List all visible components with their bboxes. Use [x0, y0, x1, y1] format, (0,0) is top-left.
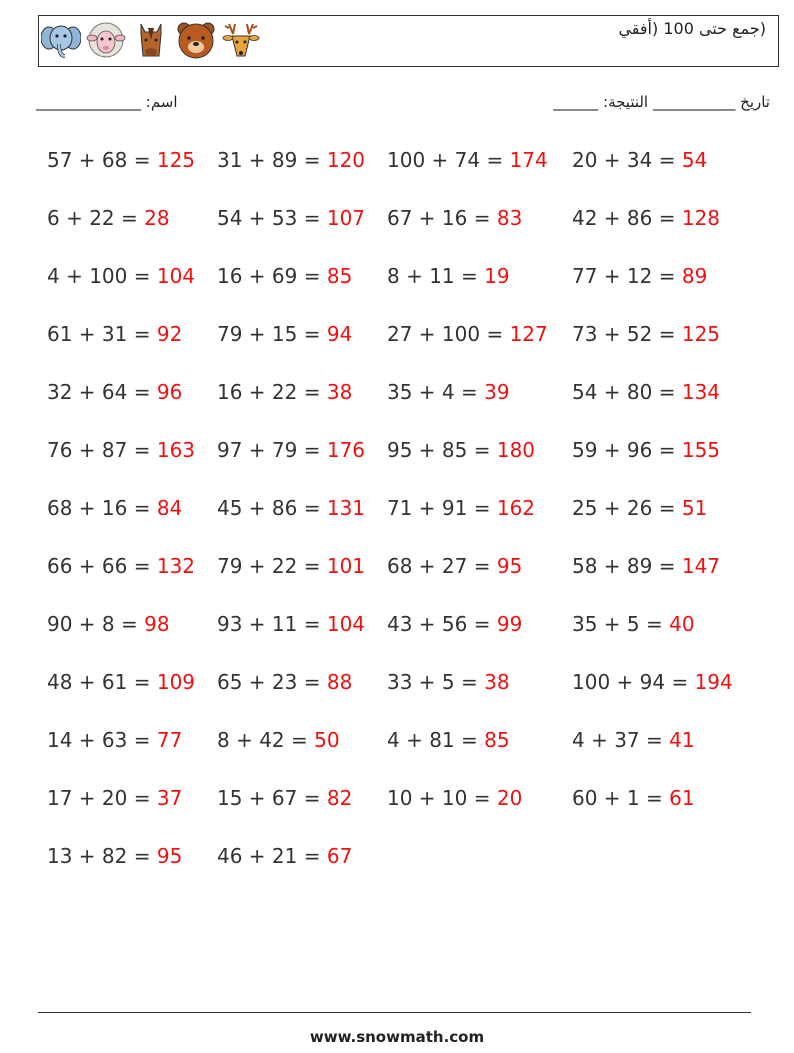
problem-answer: 40	[669, 612, 695, 636]
problem-item	[217, 844, 352, 868]
problem-item	[217, 380, 352, 404]
problem-item	[387, 496, 535, 520]
problem-question: 43 + 56 =	[387, 612, 497, 636]
problem-question: 17 + 20 =	[47, 786, 157, 810]
problem-item	[572, 380, 720, 404]
problem-item	[217, 554, 365, 578]
problem-question: 4 + 100 =	[47, 264, 157, 288]
problem-answer: 54	[681, 148, 708, 172]
problem-answer: 84	[156, 496, 183, 520]
problem-answer: 96	[156, 380, 183, 404]
problem-item	[572, 728, 695, 752]
problem-item	[47, 612, 170, 636]
problem-question: 67 + 16 =	[387, 206, 497, 230]
problem-answer: 134	[681, 380, 721, 404]
problem-answer: 194	[694, 670, 733, 694]
problem-item	[217, 322, 352, 346]
problem-item	[47, 786, 182, 810]
problem-answer: 162	[496, 496, 536, 520]
problem-question: 20 + 34 =	[572, 148, 682, 172]
problem-answer: 127	[509, 322, 548, 346]
problem-question: 97 + 79 =	[217, 438, 327, 462]
problem-item	[47, 670, 195, 694]
problem-question: 65 + 23 =	[217, 670, 327, 694]
problem-question: 90 + 8 =	[47, 612, 145, 636]
problem-item	[217, 148, 365, 172]
problem-answer: 104	[326, 612, 366, 636]
problem-item	[47, 148, 195, 172]
problem-item	[572, 554, 720, 578]
problem-question: 66 + 66 =	[47, 554, 157, 578]
problem-question: 68 + 16 =	[47, 496, 157, 520]
name-field: ______________ :اسم	[36, 93, 178, 111]
problem-item	[572, 206, 720, 230]
problem-answer: 131	[326, 496, 366, 520]
problem-question: 48 + 61 =	[47, 670, 157, 694]
problem-answer: 132	[156, 554, 196, 578]
problem-answer: 125	[156, 148, 196, 172]
header-box	[38, 15, 779, 67]
problem-answer: 94	[326, 322, 353, 346]
problem-answer: 88	[326, 670, 353, 694]
problem-answer: 147	[681, 554, 721, 578]
problem-item	[47, 264, 195, 288]
problem-answer: 39	[484, 380, 510, 404]
problem-question: 35 + 5 =	[572, 612, 670, 636]
problem-question: 27 + 100 =	[387, 322, 510, 346]
problem-item	[572, 670, 733, 694]
horse-icon	[131, 20, 171, 60]
problem-item	[217, 786, 352, 810]
problem-item	[387, 322, 548, 346]
problem-item	[572, 148, 707, 172]
problem-answer: 174	[509, 148, 548, 172]
problem-answer: 19	[484, 264, 510, 288]
problem-item	[387, 728, 510, 752]
problem-question: 68 + 27 =	[387, 554, 497, 578]
problem-item	[572, 786, 695, 810]
problem-item	[387, 554, 522, 578]
problem-item	[47, 496, 182, 520]
problem-answer: 37	[156, 786, 183, 810]
sheep-icon	[86, 20, 126, 60]
problem-question: 4 + 81 =	[387, 728, 485, 752]
problem-item	[47, 322, 182, 346]
problem-item	[572, 612, 695, 636]
problem-answer: 109	[156, 670, 196, 694]
problem-question: 8 + 42 =	[217, 728, 315, 752]
bear-icon	[176, 20, 216, 60]
problem-item	[387, 670, 510, 694]
problem-question: 100 + 94 =	[572, 670, 695, 694]
problem-question: 32 + 64 =	[47, 380, 157, 404]
problem-answer: 101	[326, 554, 366, 578]
problem-item	[217, 670, 352, 694]
elephant-icon	[41, 20, 81, 60]
problem-question: 35 + 4 =	[387, 380, 485, 404]
problem-item	[217, 612, 365, 636]
problem-item	[217, 206, 365, 230]
problem-answer: 77	[156, 728, 183, 752]
date-score-field: ______ :تاريخ ___________ النتيجة	[553, 93, 770, 111]
problem-question: 16 + 22 =	[217, 380, 327, 404]
problem-question: 42 + 86 =	[572, 206, 682, 230]
problem-answer: 28	[144, 206, 170, 230]
problem-question: 54 + 53 =	[217, 206, 327, 230]
problem-question: 79 + 15 =	[217, 322, 327, 346]
problem-item	[572, 438, 720, 462]
problem-answer: 38	[326, 380, 353, 404]
problem-answer: 180	[496, 438, 536, 462]
problem-item	[47, 206, 170, 230]
problem-answer: 95	[496, 554, 523, 578]
problem-answer: 92	[156, 322, 183, 346]
problem-answer: 85	[484, 728, 510, 752]
problem-answer: 125	[681, 322, 721, 346]
problem-item	[572, 496, 707, 520]
problem-question: 8 + 11 =	[387, 264, 485, 288]
problem-item	[47, 728, 182, 752]
problem-answer: 38	[484, 670, 510, 694]
problem-question: 46 + 21 =	[217, 844, 327, 868]
problem-answer: 163	[156, 438, 196, 462]
problem-answer: 95	[156, 844, 183, 868]
problem-item	[217, 438, 365, 462]
problem-item	[217, 728, 340, 752]
worksheet-title: (جمع حتى 100 (أفقي	[618, 19, 766, 38]
problem-question: 71 + 91 =	[387, 496, 497, 520]
problem-question: 57 + 68 =	[47, 148, 157, 172]
problem-answer: 41	[669, 728, 695, 752]
problem-question: 6 + 22 =	[47, 206, 145, 230]
problem-answer: 50	[314, 728, 340, 752]
problem-item	[47, 844, 182, 868]
problem-answer: 51	[681, 496, 708, 520]
problem-answer: 104	[156, 264, 196, 288]
problem-question: 13 + 82 =	[47, 844, 157, 868]
problem-question: 58 + 89 =	[572, 554, 682, 578]
problem-item	[387, 264, 510, 288]
problem-answer: 20	[496, 786, 523, 810]
problem-item	[572, 322, 720, 346]
problem-answer: 67	[326, 844, 353, 868]
problem-question: 4 + 37 =	[572, 728, 670, 752]
deer-icon	[221, 20, 261, 60]
animal-icons	[41, 20, 261, 60]
problem-item	[387, 612, 522, 636]
problem-answer: 61	[669, 786, 695, 810]
problem-answer: 128	[681, 206, 721, 230]
problem-question: 15 + 67 =	[217, 786, 327, 810]
footer-url: www.snowmath.com	[309, 1028, 485, 1046]
problem-question: 10 + 10 =	[387, 786, 497, 810]
problem-answer: 98	[144, 612, 170, 636]
problem-item	[387, 786, 522, 810]
problem-question: 60 + 1 =	[572, 786, 670, 810]
problem-question: 59 + 96 =	[572, 438, 682, 462]
problem-question: 14 + 63 =	[47, 728, 157, 752]
problem-question: 73 + 52 =	[572, 322, 682, 346]
problem-answer: 155	[681, 438, 721, 462]
problem-question: 77 + 12 =	[572, 264, 682, 288]
problem-item	[387, 148, 548, 172]
problem-item	[217, 264, 352, 288]
problem-item	[387, 206, 522, 230]
problem-question: 79 + 22 =	[217, 554, 327, 578]
problem-answer: 85	[326, 264, 353, 288]
problem-question: 33 + 5 =	[387, 670, 485, 694]
problem-answer: 99	[496, 612, 523, 636]
problem-item	[572, 264, 707, 288]
problem-question: 76 + 87 =	[47, 438, 157, 462]
problem-item	[387, 438, 535, 462]
problem-question: 31 + 89 =	[217, 148, 327, 172]
problem-item	[217, 496, 365, 520]
problem-item	[47, 380, 182, 404]
problem-question: 95 + 85 =	[387, 438, 497, 462]
problem-question: 25 + 26 =	[572, 496, 682, 520]
problem-question: 93 + 11 =	[217, 612, 327, 636]
problem-answer: 82	[326, 786, 353, 810]
problem-answer: 107	[326, 206, 366, 230]
problem-answer: 176	[326, 438, 366, 462]
problem-answer: 83	[496, 206, 523, 230]
problem-question: 16 + 69 =	[217, 264, 327, 288]
problem-item	[387, 380, 510, 404]
problem-question: 61 + 31 =	[47, 322, 157, 346]
problem-question: 100 + 74 =	[387, 148, 510, 172]
problem-answer: 89	[681, 264, 708, 288]
problem-question: 45 + 86 =	[217, 496, 327, 520]
problem-item	[47, 554, 195, 578]
problem-question: 54 + 80 =	[572, 380, 682, 404]
footer-divider	[38, 1012, 751, 1013]
problem-item	[47, 438, 195, 462]
problem-answer: 120	[326, 148, 366, 172]
